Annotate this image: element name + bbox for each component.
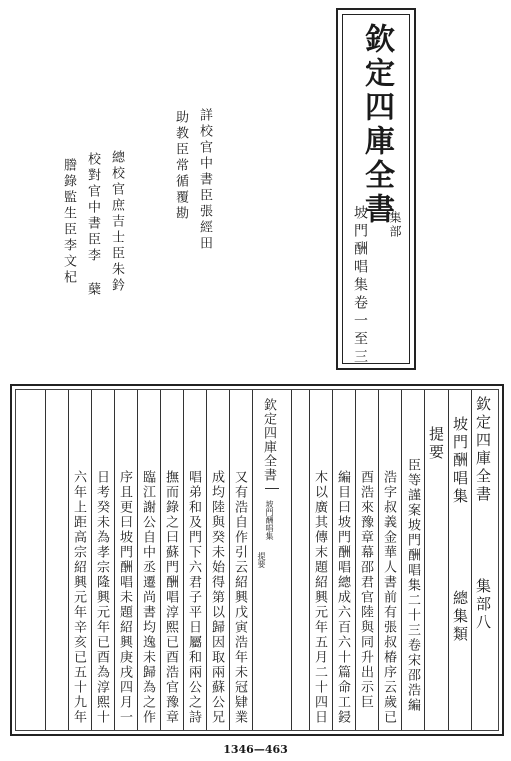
page-footer-number: 1346—463 — [223, 743, 288, 756]
column-rule — [91, 390, 92, 730]
text-column-8: 唱弟和及門下六君子平日屬和兩公之詩 — [186, 470, 201, 725]
tiyao-heading: 提要 — [427, 426, 445, 462]
text-column-4: 編目曰坡門酬唱總成六百六十篇命工鋟 — [335, 470, 350, 725]
column-rule — [401, 390, 402, 730]
title-box-inner — [342, 14, 410, 367]
text-column-1: 臣等謹案坡門酬唱集二十三卷宋邵浩編 — [405, 458, 420, 713]
text-column-5: 木以廣其傳末題紹興元年五月二十四日 — [312, 470, 327, 725]
text-column-6: 又有浩自作引云紹興戊寅浩年未冠肄業 — [232, 470, 247, 725]
column-rule — [332, 390, 333, 730]
column-rule — [355, 390, 356, 730]
text-page-inner-frame — [15, 389, 499, 731]
column-rule — [424, 390, 425, 730]
text-column-12: 日考癸未為孝宗隆興元年已酉為淳熙十 — [94, 470, 109, 725]
text-column-2: 浩字叔義金華人書前有張叔椿序云歲已 — [381, 470, 396, 725]
text-column-9: 撫而錄之曰蘇門酬唱淳熙已酉浩官豫章 — [163, 470, 178, 725]
column-rule — [183, 390, 184, 730]
title-volume: 坡門酬唱集卷一至三 — [352, 205, 368, 367]
column-rule — [137, 390, 138, 730]
column-rule — [229, 390, 230, 730]
credit-line-5: 謄錄監生臣李文杞 — [61, 158, 76, 286]
column-rule — [160, 390, 161, 730]
text-column-11: 序且更曰坡門酬唱未題紹興庚戌四月一 — [117, 470, 132, 725]
credit-line-3: 總校官庶吉士臣朱鈐 — [109, 150, 124, 294]
center-title: 欽定四庫全書 — [261, 398, 276, 482]
credit-line-1: 詳校官中書臣張經田 — [197, 108, 212, 252]
column-rule — [114, 390, 115, 730]
credit-line-2: 助教臣常循覆勘 — [173, 110, 188, 222]
column-rule — [206, 390, 207, 730]
title-box — [336, 8, 416, 370]
book-collection-title: 欽定四庫全書 — [359, 23, 394, 227]
column-rule — [471, 390, 472, 730]
credit-line-4: 校對官中書臣李 蘖 — [85, 152, 100, 298]
column-rule — [309, 390, 310, 730]
column-rule — [45, 390, 46, 730]
text-column-10: 臨江謝公自中丞遷尚書均逸未歸為之作 — [140, 470, 155, 725]
text-page-frame — [10, 384, 504, 736]
text-column-13: 六年上距高宗紹興元年辛亥已五十九年 — [71, 470, 86, 725]
text-column-7: 成均陸與癸未始得第以歸因取兩蘇公兄 — [209, 470, 224, 725]
title-category: 集部 — [388, 211, 402, 239]
center-subtitle-2: 提要 — [257, 552, 266, 568]
center-fold-strip — [252, 390, 292, 730]
center-subtitle: 坡門酬唱集 — [265, 500, 274, 540]
text-column-3: 酉浩來豫章幕邵君官陸與同升出示巨 — [358, 470, 373, 710]
section-label: 集部八 — [474, 578, 492, 632]
column-rule — [378, 390, 379, 730]
category-label: 總集類 — [451, 590, 469, 644]
book-title: 坡門酬唱集 — [451, 416, 469, 506]
page-header-title: 欽定四庫全書 — [474, 396, 492, 504]
column-rule — [68, 390, 69, 730]
column-rule — [448, 390, 449, 730]
fish-tail-mark — [265, 488, 279, 495]
